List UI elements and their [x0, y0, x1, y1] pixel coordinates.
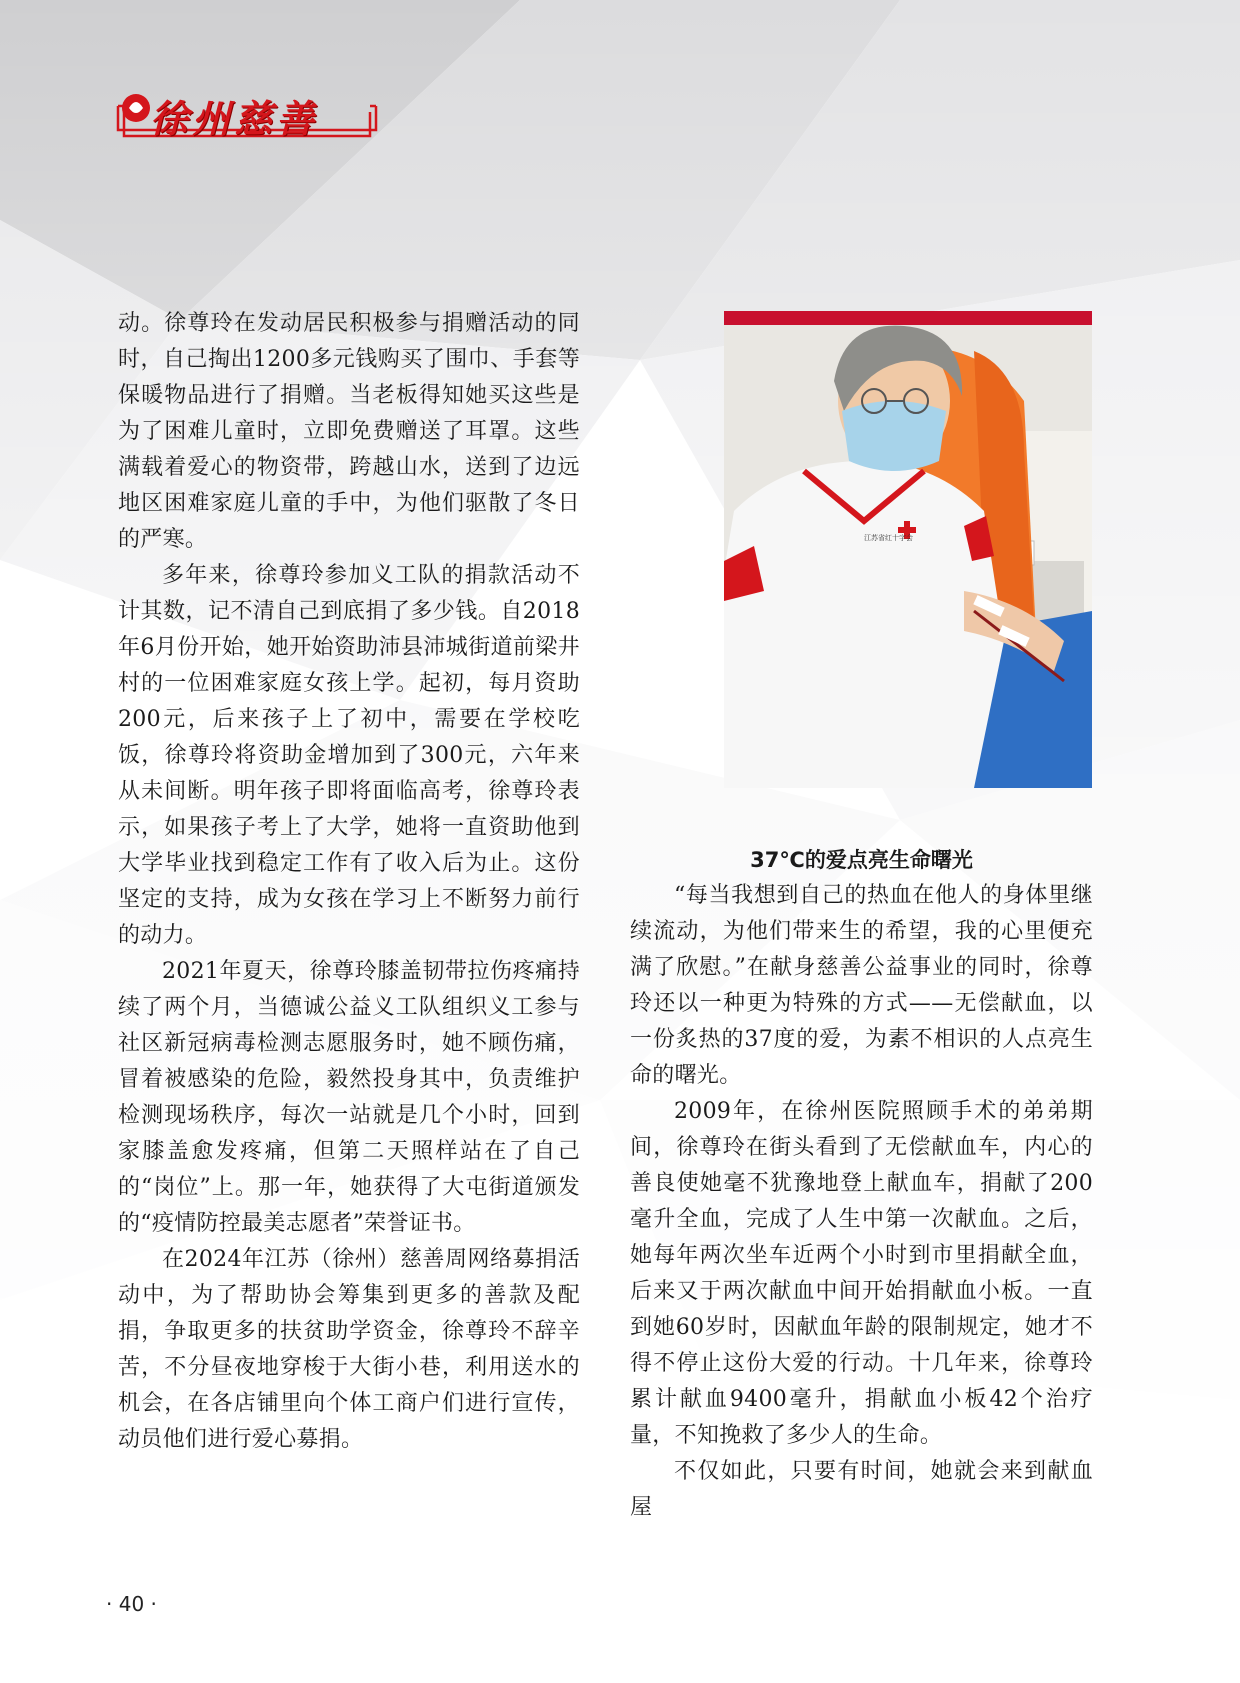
paragraph: 多年来，徐尊玲参加义工队的捐款活动不计其数，记不清自己到底捐了多少钱。自2018年6月份开始，她开始资助沛县沛城街道前梁井村的一位困难家庭女孩上学。起初，每月资助200元，后来孩子上了初中，需要在学校吃饭，徐尊玲将资助金增加到了300元，六年来从未间断。明年孩子即将面临高考，徐尊玲表示，如果孩子考上了大学，她将一直资助他到大学毕业找到稳定工作有了收入后为止。这份坚定的支持，成为女孩在学习上不断努力前行的动力。 [118, 563, 580, 948]
paragraph: 2021年夏天，徐尊玲膝盖韧带拉伤疼痛持续了两个月，当德诚公益义工队组织义工参与社区新冠病毒检测志愿服务时，她不顾伤痛，冒着被感染的危险，毅然投身其中，负责维护检测现场秩序，每次一站就是几个小时，回到家膝盖愈发疼痛，但第二天照样站在了自己的“岗位”上。那一年，她获得了大屯街道颁发的“疫情防控最美志愿者”荣誉证书。 [118, 959, 580, 1236]
blood-donation-photo [724, 311, 1092, 788]
left-text-column [118, 306, 580, 1458]
page-number: · 40 · [106, 1592, 157, 1616]
paragraph: 不仅如此，只要有时间，她就会来到献血屋 [630, 1459, 1093, 1520]
brand-logo-text: 徐州慈善 [150, 96, 319, 141]
paragraph: 动。徐尊玲在发动居民积极参与捐赠活动的同时，自己掏出1200多元钱购买了围巾、手套等保暖物品进行了捐赠。当老板得知她买这些是为了困难儿童时，立即免费赠送了耳罩。这些满载着爱心的物资带，跨越山水，送到了边远地区困难家庭儿童的手中，为他们驱散了冬日的严寒。 [118, 311, 580, 552]
photo-shirt-text: 江苏省红十字会 [864, 534, 913, 542]
paragraph: 在2024年江苏（徐州）慈善周网络募捐活动中，为了帮助协会筹集到更多的善款及配捐，争取更多的扶贫助学资金，徐尊玲不辞辛苦，不分昼夜地穿梭于大街小巷，利用送水的机会，在各店铺里向个体工商户们进行宣传，动员他们进行爱心募捐。 [118, 1247, 580, 1452]
right-text-column [630, 878, 1093, 1526]
paragraph: 2009年，在徐州医院照顾手术的弟弟期间，徐尊玲在街头看到了无偿献血车，内心的善良使她毫不犹豫地登上献血车，捐献了200毫升全血，完成了人生中第一次献血。之后，她每年两次坐车近两个小时到市里捐献全血，后来又于两次献血中间开始捐献血小板。一直到她60岁时，因献血年龄的限制规定，她才不得不停止这份大爱的行动。十几年来，徐尊玲累计献血9400毫升，捐献血小板42个治疗量，不知挽救了多少人的生命。 [630, 1099, 1093, 1448]
section-heading: 37℃的爱点亮生命曙光 [750, 848, 973, 872]
paragraph: “每当我想到自己的热血在他人的身体里继续流动，为他们带来生的希望，我的心里便充满了欣慰。”在献身慈善公益事业的同时，徐尊玲还以一种更为特殊的方式——无偿献血，以一份炙热的37度的爱，为素不相识的人点亮生命的曙光。 [630, 883, 1093, 1088]
